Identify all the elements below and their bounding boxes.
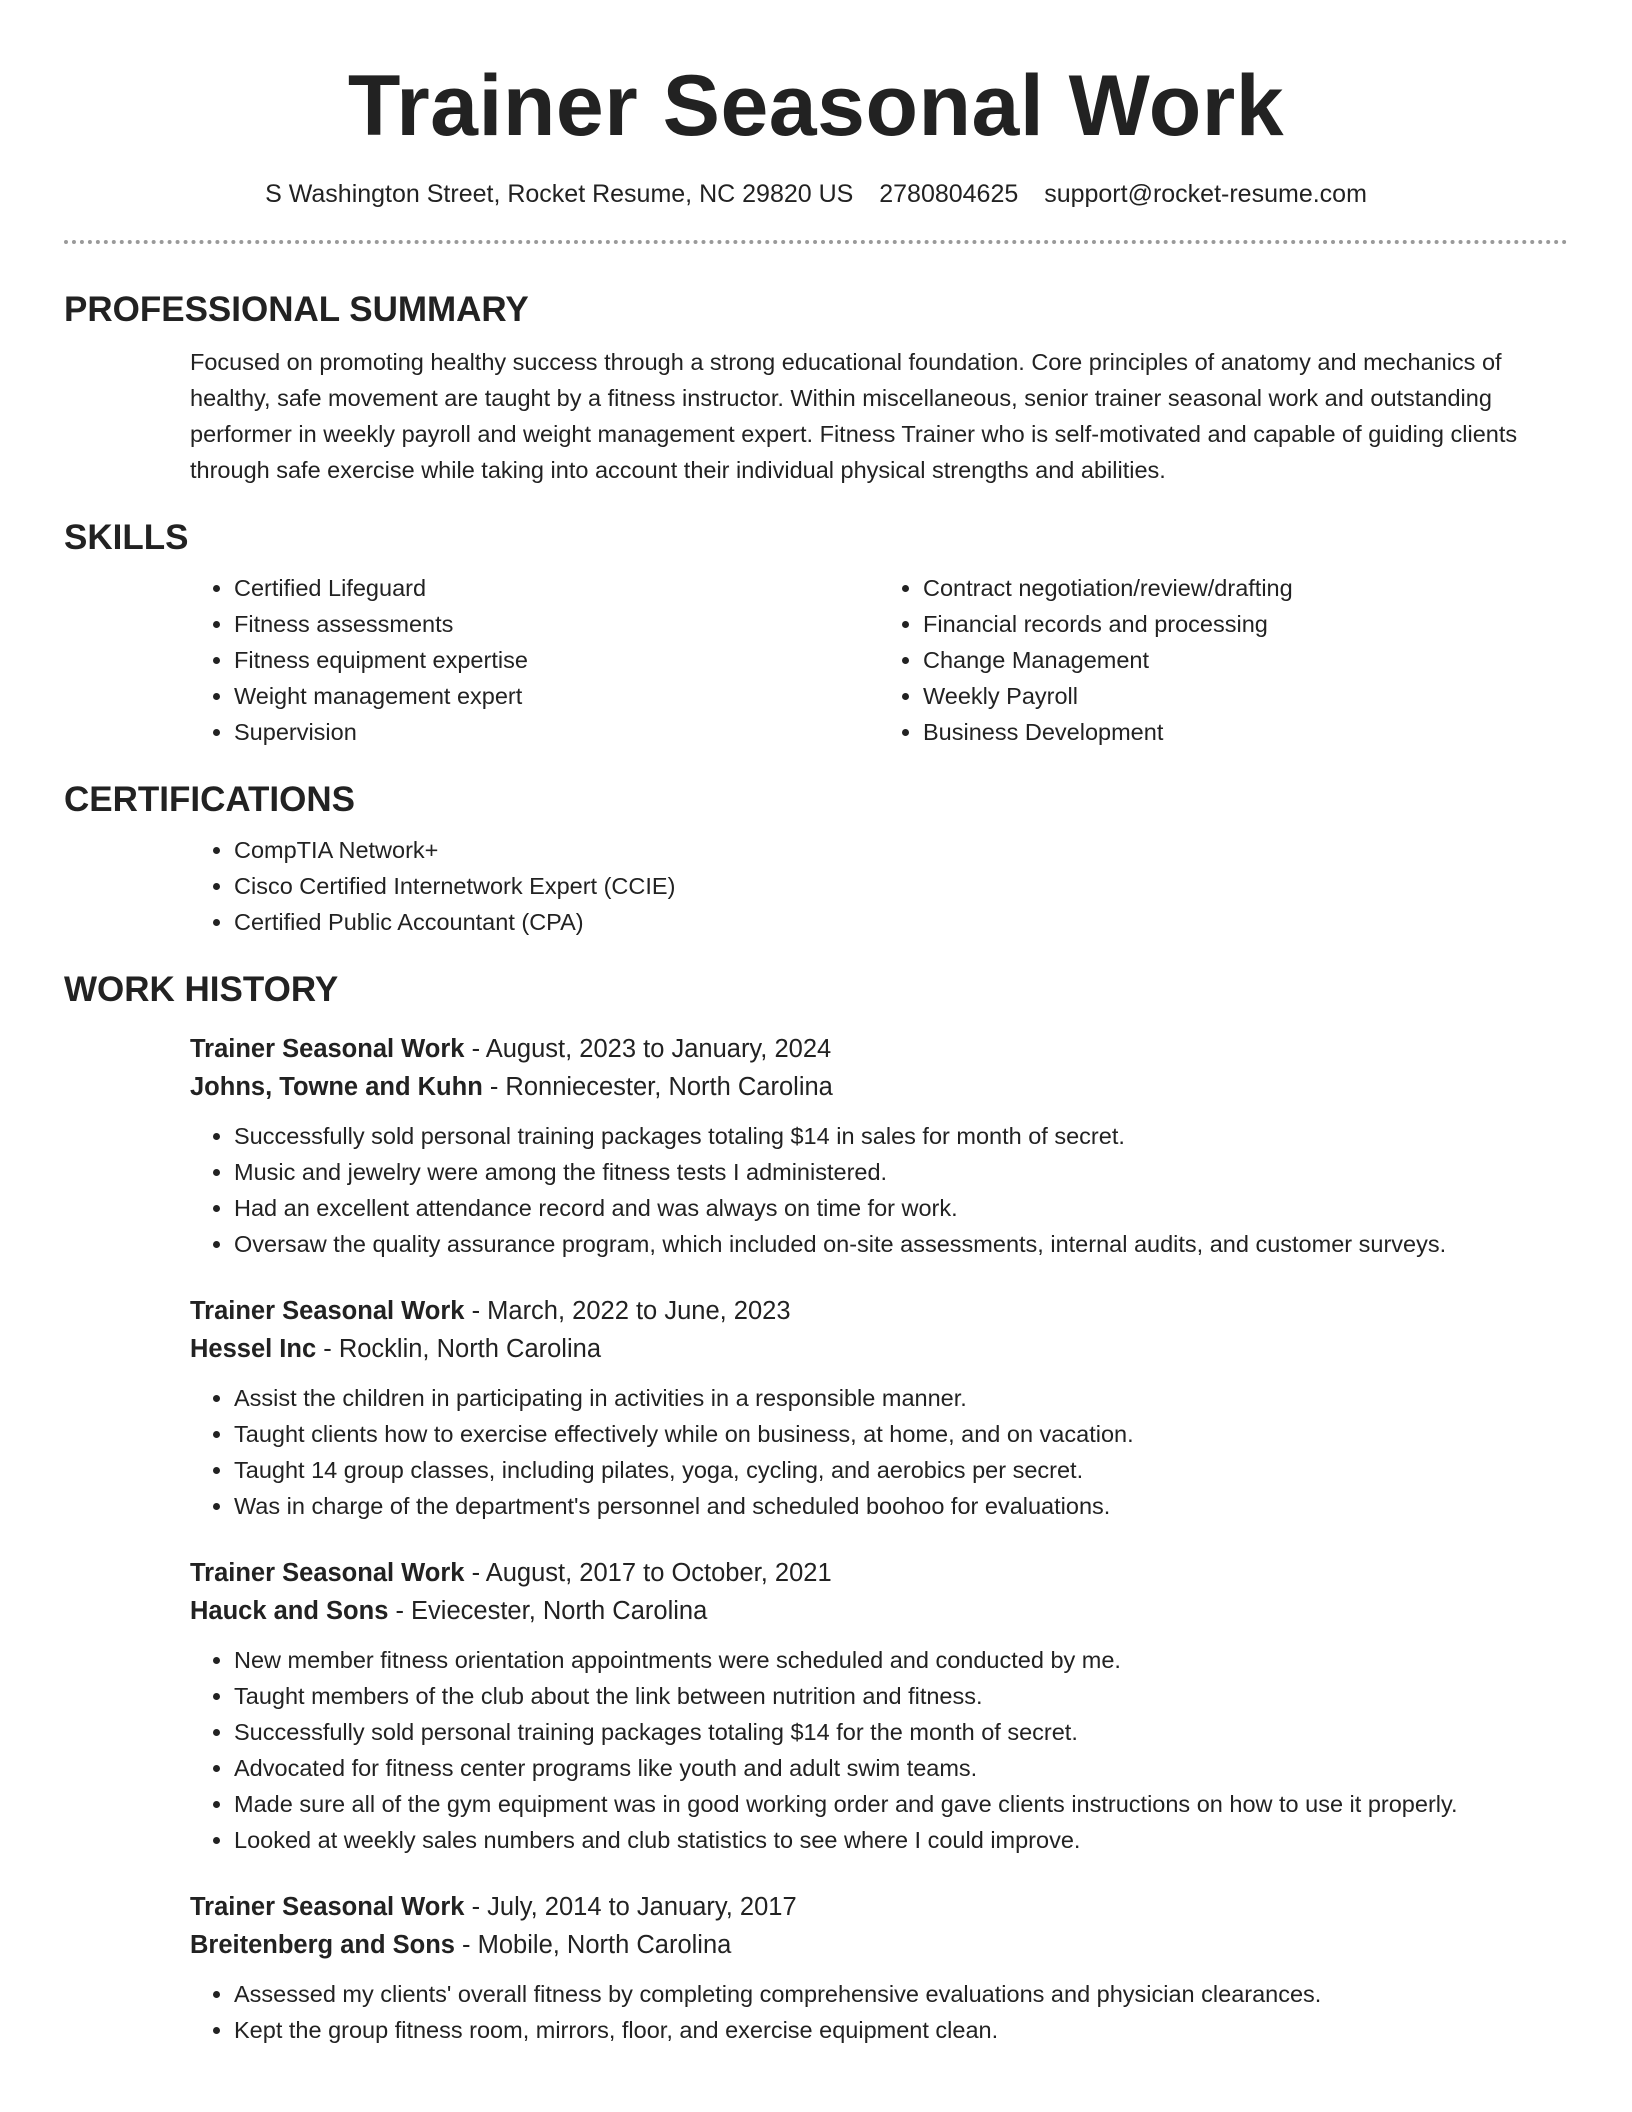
summary-text: Focused on promoting healthy success through a strong educational foundation. Core principles of anatomy and mechanics of healthy, safe movement are taught by a fitness instructor. Within miscellaneous, senior trainer seasonal work and outstanding performer in weekly payroll and weight management expert. Fitness Trainer who is self-motivated and capable of guiding clients through safe exercise while taking into account their individual physical strengths and abilities. xyxy=(190,349,1518,483)
job-company-line xyxy=(190,1592,1568,1630)
skill-item: • Weekly Payroll xyxy=(923,678,1568,714)
certifications-section xyxy=(64,778,1568,940)
job-dates: - July, 2014 to January, 2017 xyxy=(464,1893,797,1921)
header-divider xyxy=(64,240,1568,244)
job-bullets xyxy=(190,1380,1568,1524)
job-bullet: • Assessed my clients' overall fitness by completing comprehensive evaluations and physician clearances. xyxy=(234,1976,1568,2012)
job-bullets xyxy=(190,1642,1568,1858)
skill-item: • Change Management xyxy=(923,642,1568,678)
job-role: Trainer Seasonal Work xyxy=(190,1035,465,1063)
phone: 2780804625 xyxy=(879,180,1019,208)
job-bullet: • Had an excellent attendance record and was always on time for work. xyxy=(234,1190,1568,1226)
job-bullet: • Music and jewelry were among the fitness tests I administered. xyxy=(234,1154,1568,1190)
job-role-line xyxy=(190,1888,1568,1926)
job-company: Johns, Towne and Kuhn xyxy=(190,1073,483,1101)
job-bullets xyxy=(190,1118,1568,1262)
summary-section xyxy=(64,288,1568,488)
skill-item: • Weight management expert xyxy=(234,678,879,714)
job-bullet: • Successfully sold personal training packages totaling $14 in sales for month of secret. xyxy=(234,1118,1568,1154)
job-bullet: • Successfully sold personal training packages totaling $14 for the month of secret. xyxy=(234,1714,1568,1750)
skills-section xyxy=(64,516,1568,750)
work-history-title: WORK HISTORY xyxy=(64,970,339,1009)
job-bullet: • Taught members of the club about the link between nutrition and fitness. xyxy=(234,1678,1568,1714)
certifications-list xyxy=(190,832,1568,940)
skill-item: • Fitness equipment expertise xyxy=(234,642,879,678)
job-bullet: • Looked at weekly sales numbers and club statistics to see where I could improve. xyxy=(234,1822,1568,1858)
job-role-line xyxy=(190,1292,1568,1330)
job-company: Breitenberg and Sons xyxy=(190,1931,455,1959)
skill-item: • Supervision xyxy=(234,714,879,750)
skill-item: • Fitness assessments xyxy=(234,606,879,642)
contact-info xyxy=(64,178,1568,210)
job-entry xyxy=(64,1888,1568,2048)
job-role-line xyxy=(190,1030,1568,1068)
work-history-section xyxy=(64,968,1568,2048)
skill-item: • Financial records and processing xyxy=(923,606,1568,642)
job-role: Trainer Seasonal Work xyxy=(190,1297,465,1325)
job-company: Hessel Inc xyxy=(190,1335,317,1363)
job-role-line xyxy=(190,1554,1568,1592)
email: support@rocket-resume.com xyxy=(1044,180,1367,208)
skill-item: • Certified Lifeguard xyxy=(234,570,879,606)
job-bullet: • New member fitness orientation appointments were scheduled and conducted by me. xyxy=(234,1642,1568,1678)
skills-left-list xyxy=(190,570,879,750)
summary-title: PROFESSIONAL SUMMARY xyxy=(64,290,529,329)
job-company-line xyxy=(190,1330,1568,1368)
job-bullet: • Was in charge of the department's personnel and scheduled boohoo for evaluations. xyxy=(234,1488,1568,1524)
certifications-title: CERTIFICATIONS xyxy=(64,780,356,819)
address: S Washington Street, Rocket Resume, NC 29820 US xyxy=(265,180,854,208)
job-bullet: • Oversaw the quality assurance program, which included on-site assessments, internal audits, and customer surveys. xyxy=(234,1226,1568,1262)
job-bullet: • Made sure all of the gym equipment was in good working order and gave clients instructions on how to use it properly. xyxy=(234,1786,1568,1822)
skills-right-list xyxy=(879,570,1568,750)
job-location: - Mobile, North Carolina xyxy=(454,1931,732,1959)
job-location: - Eviecester, North Carolina xyxy=(388,1597,708,1625)
job-bullet: • Assist the children in participating in activities in a responsible manner. xyxy=(234,1380,1568,1416)
job-company-line xyxy=(190,1068,1568,1106)
skill-item: • Business Development xyxy=(923,714,1568,750)
job-entry xyxy=(64,1292,1568,1524)
job-role: Trainer Seasonal Work xyxy=(190,1893,465,1921)
job-bullet: • Advocated for fitness center programs like youth and adult swim teams. xyxy=(234,1750,1568,1786)
job-company-line xyxy=(190,1926,1568,1964)
job-bullet: • Kept the group fitness room, mirrors, floor, and exercise equipment clean. xyxy=(234,2012,1568,2048)
job-bullet: • Taught clients how to exercise effectively while on business, at home, and on vacation. xyxy=(234,1416,1568,1452)
job-role: Trainer Seasonal Work xyxy=(190,1559,465,1587)
job-bullet: • Taught 14 group classes, including pilates, yoga, cycling, and aerobics per secret. xyxy=(234,1452,1568,1488)
skills-title: SKILLS xyxy=(64,518,189,557)
certification-item: • CompTIA Network+ xyxy=(234,832,1568,868)
job-location: - Ronniecester, North Carolina xyxy=(482,1073,833,1101)
job-dates: - August, 2023 to January, 2024 xyxy=(464,1035,832,1063)
job-bullets xyxy=(190,1976,1568,2048)
job-entry xyxy=(64,1554,1568,1858)
job-dates: - August, 2017 to October, 2021 xyxy=(464,1559,832,1587)
job-company: Hauck and Sons xyxy=(190,1597,389,1625)
job-dates: - March, 2022 to June, 2023 xyxy=(464,1297,791,1325)
certifications-list-wrap xyxy=(64,832,1568,940)
job-location: - Rocklin, North Carolina xyxy=(316,1335,602,1363)
skills-columns xyxy=(64,570,1568,750)
job-entry xyxy=(64,1030,1568,1262)
certification-item: • Cisco Certified Internetwork Expert (CCIE) xyxy=(234,868,1568,904)
skill-item: • Contract negotiation/review/drafting xyxy=(923,570,1568,606)
certification-item: • Certified Public Accountant (CPA) xyxy=(234,904,1568,940)
candidate-name: Trainer Seasonal Work xyxy=(347,58,1285,154)
